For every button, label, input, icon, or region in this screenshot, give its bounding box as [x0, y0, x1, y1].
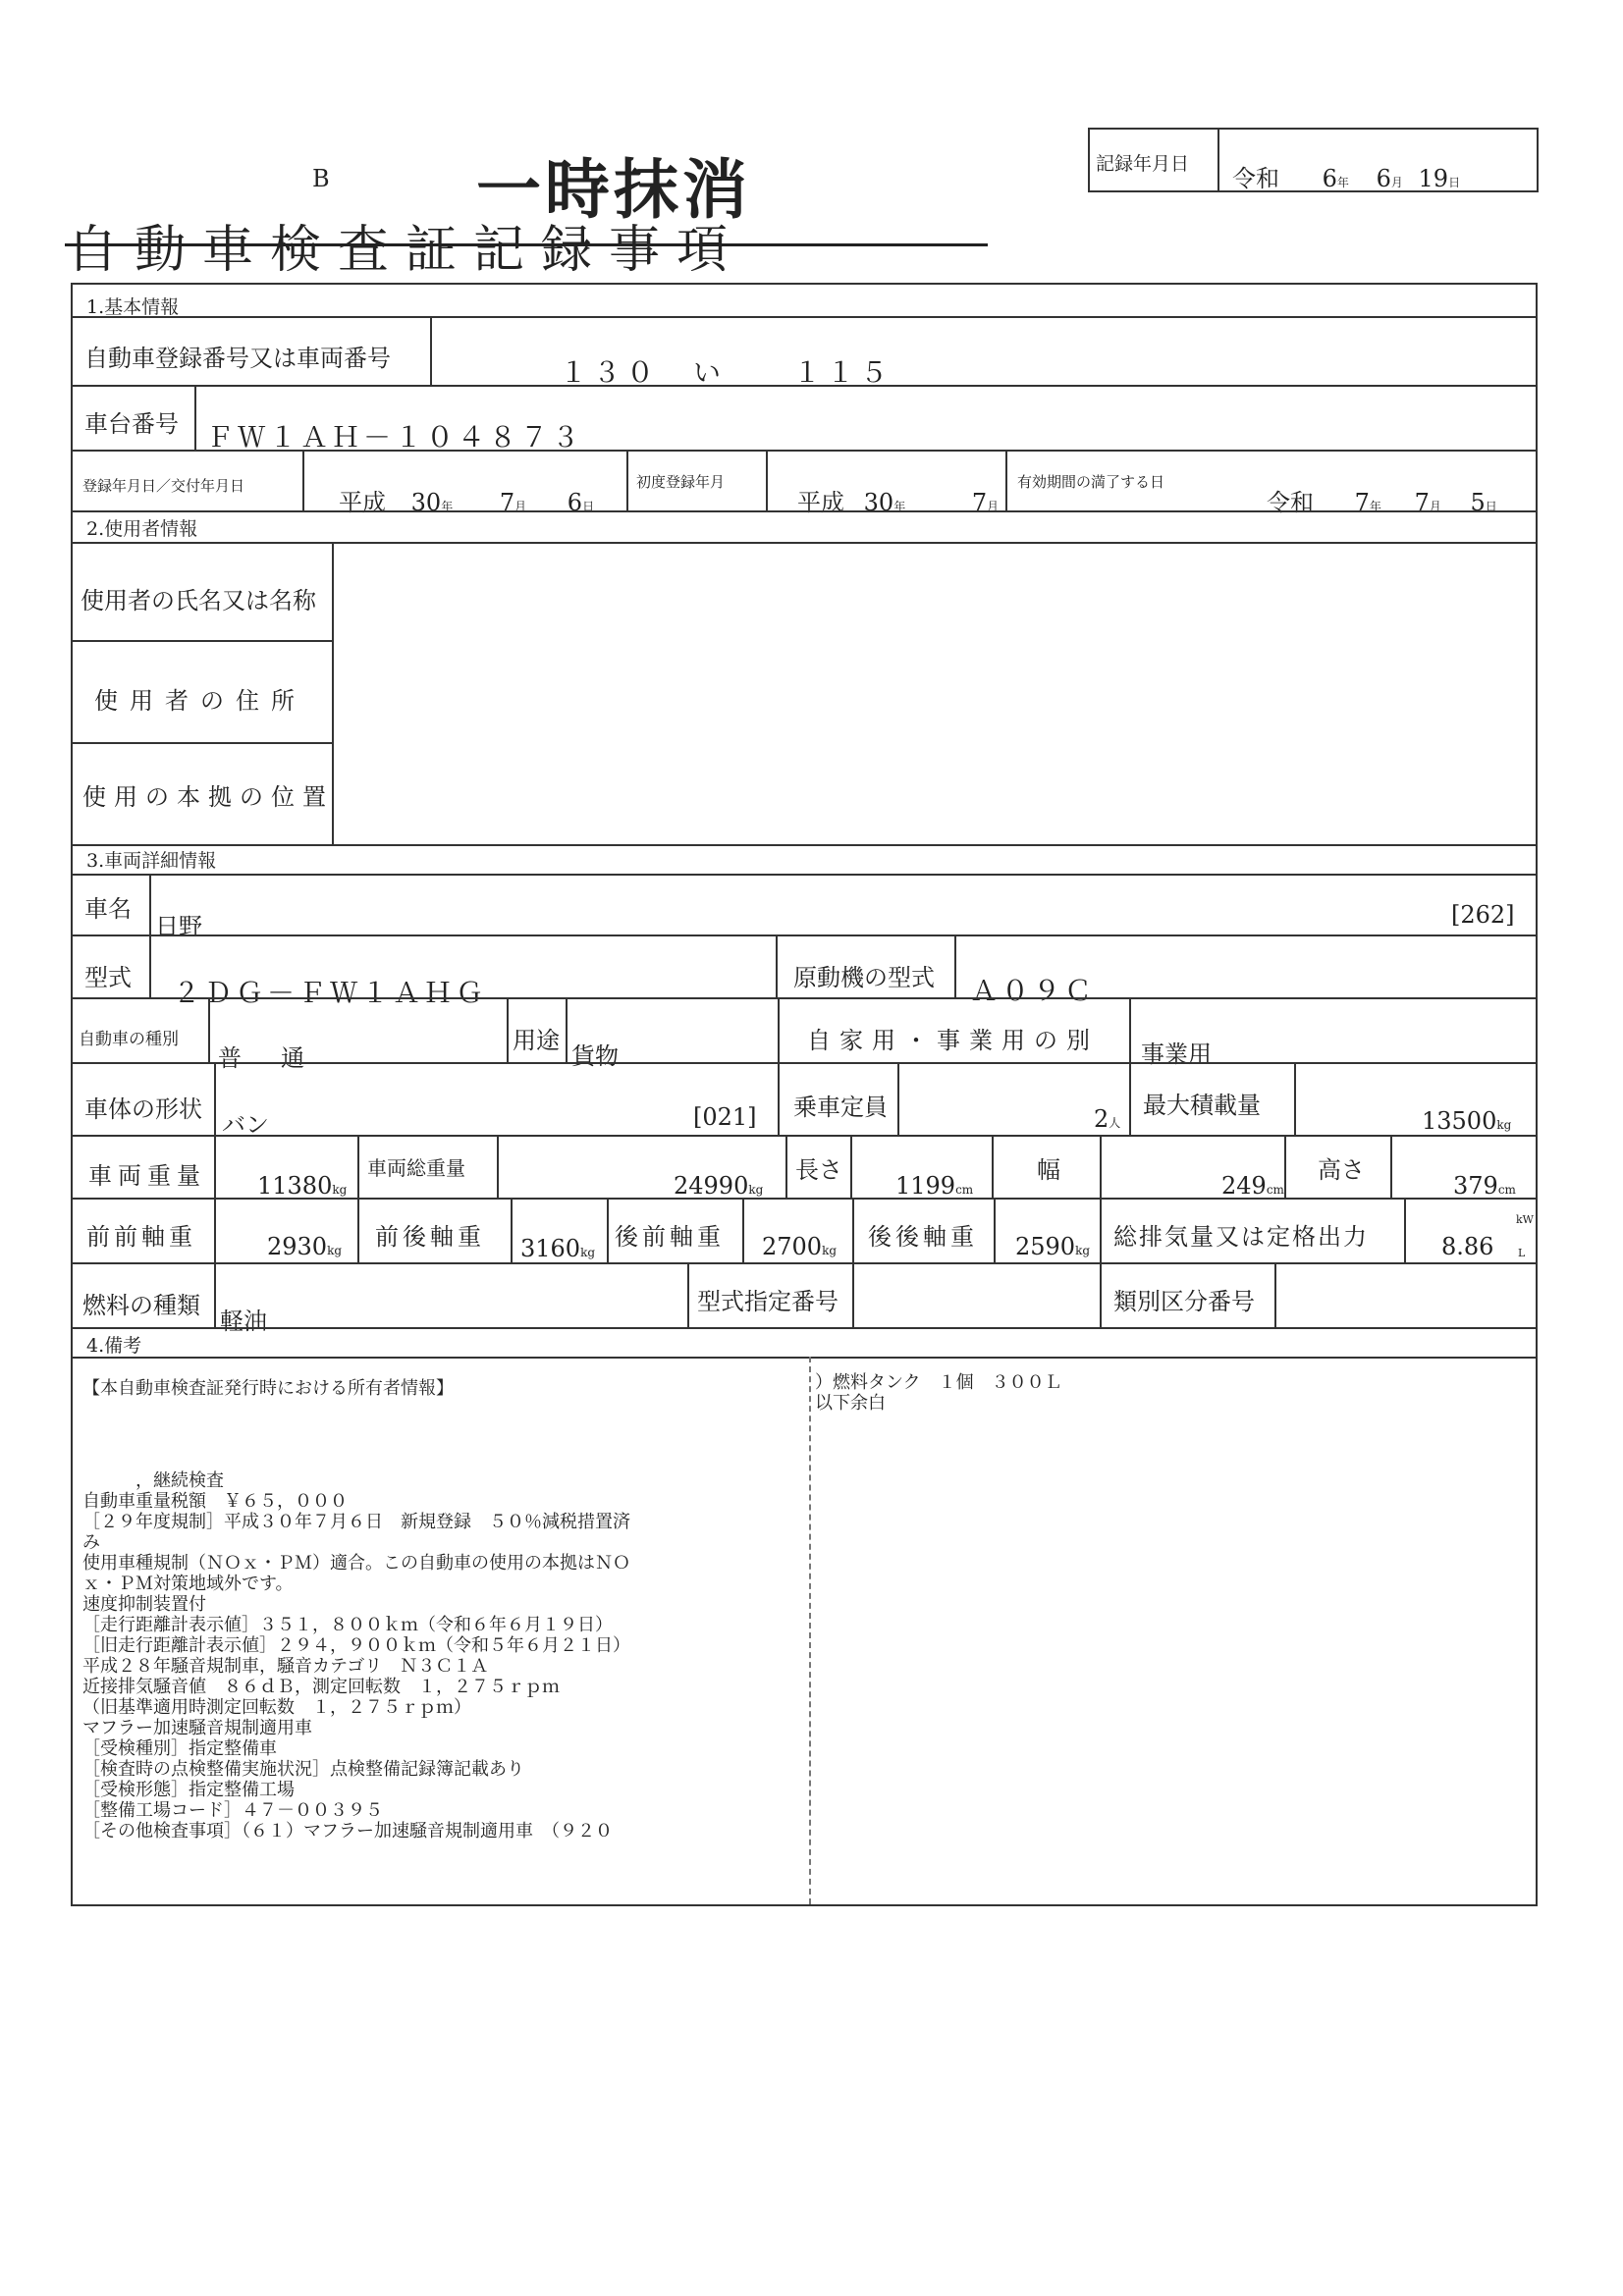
remarks-left-line: ［走行距離計表示値］３５１，８００ｋｍ（令和６年６月１９日）	[82, 1615, 613, 1635]
max-load: 13500kg	[1422, 1107, 1512, 1135]
body-shape: バン	[222, 1111, 269, 1139]
rear-front-axle-label: 後前軸重	[615, 1223, 725, 1251]
vehicle-type: 普 通	[218, 1044, 312, 1072]
remarks-left-line: 平成２８年騒音規制車，騒音カテゴリ Ｎ３Ｃ１Ａ	[82, 1656, 489, 1677]
remarks-left-line: ［２９年度規制］平成３０年７月６日 新規登録 ５０％減税措置済	[82, 1512, 630, 1532]
remarks-left-line: ［その他検査事項］（６１）マフラー加速騒音規制適用車 （９２０	[82, 1821, 613, 1842]
remarks-left-line: 使用車種規制（ＮＯｘ・ＰＭ）適合。この自動車の使用の本拠はＮＯ	[82, 1553, 630, 1574]
displacement: 8.86	[1441, 1233, 1494, 1260]
owner-info-title: 【本自動車検査証発行時における所有者情報】	[82, 1378, 454, 1399]
first-registration-date: 平成 30年 7月	[797, 489, 1000, 516]
remarks-left-line: ，継続検査	[82, 1470, 224, 1491]
rear-front-axle: 2700kg	[762, 1233, 838, 1260]
width-label: 幅	[1037, 1156, 1060, 1184]
title-strikethrough	[65, 243, 988, 246]
remarks-left-line: み	[82, 1532, 100, 1553]
registration-number: １３０ い １１５	[560, 356, 894, 389]
record-date-value: 令和 6年 6月 19日	[1232, 165, 1461, 192]
front-rear-axle: 3160kg	[520, 1235, 596, 1262]
remarks-left-line: ［整備工場コード］４７－００３９５	[82, 1800, 383, 1821]
gross-weight-label: 車両総重量	[367, 1156, 465, 1180]
registration-date-label: 登録年月日／交付年月日	[82, 477, 245, 495]
rear-rear-axle: 2590kg	[1015, 1233, 1091, 1260]
remarks-left-line: ［旧走行距離計表示値］２９４，９００ｋｍ（令和５年６月２１日）	[82, 1635, 630, 1656]
length-label: 長さ	[795, 1156, 842, 1184]
remarks-left-line: （旧基準適用時測定回転数 １，２７５ｒｐｍ）	[82, 1697, 471, 1718]
approval-number-label: 型式指定番号	[697, 1288, 839, 1315]
expiry-label: 有効期間の満了する日	[1017, 473, 1165, 491]
section2-heading: 2.使用者情報	[86, 518, 198, 540]
model-label: 型式	[84, 964, 132, 991]
remarks-left	[82, 1470, 805, 1842]
remarks-left-line: マフラー加速騒音規制適用車	[82, 1718, 312, 1738]
capacity: 2人	[1094, 1105, 1121, 1133]
expiry-date: 令和 7年 7月 5日	[1267, 489, 1497, 516]
car-name: 日野	[155, 913, 202, 940]
vehicle-weight: 11380kg	[257, 1172, 348, 1200]
user-address-label: 使用者の住所	[94, 687, 306, 715]
remarks-left-line: 自動車重量税額 ￥６５，０００	[82, 1491, 348, 1512]
front-rear-axle-label: 前後軸重	[375, 1223, 485, 1251]
vehicle-weight-label: 車両重量	[88, 1162, 206, 1190]
height-label: 高さ	[1318, 1156, 1365, 1184]
displacement-unit-l: L	[1518, 1247, 1526, 1259]
capacity-label: 乗車定員	[793, 1094, 888, 1121]
registration-date: 平成 30年 7月 6日	[339, 489, 595, 516]
fuel-type: 軽油	[220, 1308, 267, 1335]
displacement-unit-kw: kW	[1516, 1213, 1534, 1226]
remarks-left-line: ｘ・ＰＭ対策地域外です。	[82, 1574, 294, 1594]
car-name-code: [262]	[1451, 901, 1515, 929]
fuel-type-label: 燃料の種類	[82, 1292, 200, 1319]
private-business: 事業用	[1141, 1041, 1212, 1068]
registration-number-label: 自動車登録番号又は車両番号	[84, 345, 391, 372]
front-front-axle: 2930kg	[267, 1233, 343, 1260]
section4-heading: 4.備考	[86, 1335, 142, 1357]
document-title: 自動車検査証記録事項	[67, 221, 745, 280]
base-location-label: 使用の本拠の位置	[82, 783, 334, 811]
remarks-left-line: ［検査時の点検整備実施状況］点検整備記録簿記載あり	[82, 1759, 524, 1780]
record-date-label: 記録年月日	[1096, 153, 1190, 175]
height: 379cm	[1453, 1172, 1516, 1200]
body-shape-label: 車体の形状	[84, 1095, 202, 1123]
remarks-right	[815, 1372, 1522, 1414]
gross-weight: 24990kg	[674, 1172, 764, 1200]
use-label: 用途	[513, 1027, 560, 1054]
first-registration-label: 初度登録年月	[636, 473, 726, 491]
category-number-label: 類別区分番号	[1113, 1288, 1255, 1315]
body-shape-code: [021]	[693, 1103, 757, 1131]
displacement-label: 総排気量又は定格出力	[1113, 1223, 1369, 1251]
model: ２ＤＧ－ＦＷ１ＡＨＧ	[173, 977, 488, 1009]
use: 貨物	[571, 1042, 619, 1070]
remarks-left-line: ［受検種別］指定整備車	[82, 1738, 277, 1759]
length: 1199cm	[895, 1172, 974, 1200]
private-business-label: 自家用・事業用の別	[807, 1027, 1099, 1054]
remarks-right-line: ）燃料タンク １個 ３００Ｌ	[815, 1372, 1062, 1393]
remarks-left-line: 速度抑制装置付	[82, 1594, 206, 1615]
max-load-label: 最大積載量	[1143, 1092, 1261, 1119]
remarks-left-line: ［受検形態］指定整備工場	[82, 1780, 295, 1800]
front-front-axle-label: 前前軸重	[86, 1223, 196, 1251]
remarks-left-line: 近接排気騒音値 ８６ｄＢ，測定回転数 １，２７５ｒｐｍ	[82, 1677, 560, 1697]
vehicle-type-label: 自動車の種別	[79, 1030, 179, 1049]
section1-heading: 1.基本情報	[86, 296, 180, 318]
chassis-number: ＦＷ１ＡＨ－１０４８７３	[206, 421, 584, 454]
user-name-label: 使用者の氏名又は名称	[81, 587, 316, 614]
section3-heading: 3.車両詳細情報	[86, 850, 217, 872]
engine-label: 原動機の型式	[793, 964, 935, 991]
remarks-right-line: 以下余白	[815, 1393, 886, 1414]
engine: Ａ０９Ｃ	[970, 975, 1097, 1007]
rear-rear-axle-label: 後後軸重	[868, 1223, 978, 1251]
sheet-letter: B	[312, 165, 330, 192]
car-name-label: 車名	[84, 895, 132, 923]
stamp-title: 一時抹消	[476, 152, 751, 228]
width: 249cm	[1221, 1172, 1284, 1200]
chassis-number-label: 車台番号	[84, 410, 179, 438]
